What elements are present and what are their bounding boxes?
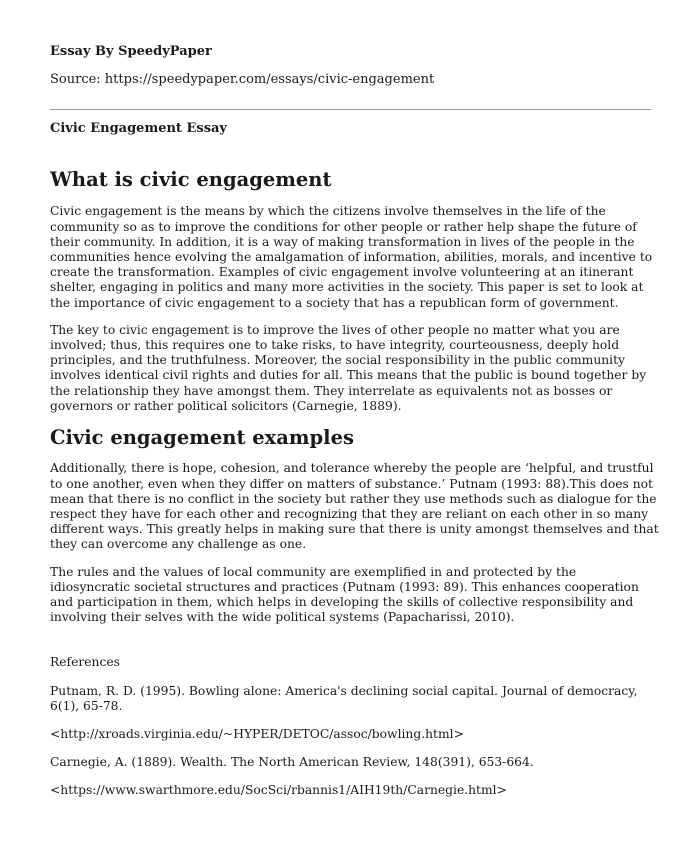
references-heading: References: [50, 655, 120, 670]
reference-url: <http://xroads.virginia.edu/~HYPER/DETOC/assoc/bowling.html>: [50, 727, 464, 742]
header-source: Source: https://speedypaper.com/essays/civic-engagement: [50, 72, 435, 87]
document-title: Civic Engagement Essay: [50, 121, 227, 136]
section-what-is-civic-engagement: [50, 168, 660, 414]
body-paragraph: The rules and the values of local community are exemplified in and protected by the idiosyncratic societal structures and practices (Putnam (1993: 89). This enhances cooperation and participation in them, which helps in developing the skills of collective responsibility and involving their selves with the wide political systems (Papacharissi, 2010).: [50, 564, 639, 625]
header-divider: [50, 109, 651, 110]
section-heading: What is civic engagement: [50, 168, 332, 191]
body-paragraph: Additionally, there is hope, cohesion, and tolerance whereby the people are ‘helpful, and trustful to one another, even when they differ on matters of substance.’ Putnam (1993: 88).This does not mean that there is no conflict in the society but rather they use methods such as dialogue for the respect they have for each other and recognizing that they are reliant on each other in so many different ways. This greatly helps in making sure that there is unity amongst themselves and that they can overcome any challenge as one.: [50, 461, 659, 552]
body-paragraph: Civic engagement is the means by which the citizens involve themselves in the life of the community so as to improve the conditions for other people or rather help shape the future of their community. In addition, it is a way of making transformation in lives of the people in the communities hence evolving the amalgamation of information, abilities, morals, and incentive to create the transformation. Examples of civic engagement involve volunteering at an itinerant shelter, engaging in politics and many more activities in the society. This paper is set to look at the importance of civic engagement to a society that has a republican form of government.: [50, 204, 653, 310]
reference-url: <https://www.swarthmore.edu/SocSci/rbannis1/AIH19th/Carnegie.html>: [50, 783, 507, 798]
section-civic-engagement-examples: [50, 426, 660, 625]
essay-body: [50, 168, 660, 812]
header-brand: Essay By SpeedyPaper: [50, 44, 212, 59]
section-heading: Civic engagement examples: [50, 426, 354, 450]
reference-item: Putnam, R. D. (1995). Bowling alone: America's declining social capital. Journal of democracy, 6(1), 65-78.: [50, 683, 638, 713]
body-paragraph: The key to civic engagement is to improve the lives of other people no matter what you are involved; thus, this requires one to take risks, to have integrity, courteousness, deeply hold principles, and the truthfulness. Moreover, the social responsibility in the public community involves identical civil rights and duties for all. This means that the public is bound together by the relationship they have amongst them. They interrelate as equivalents not as bosses or governors or rather political solicitors (Carnegie, 1889).: [50, 322, 647, 413]
references-section: [50, 655, 660, 798]
reference-item: Carnegie, A. (1889). Wealth. The North American Review, 148(391), 653-664.: [50, 755, 534, 770]
